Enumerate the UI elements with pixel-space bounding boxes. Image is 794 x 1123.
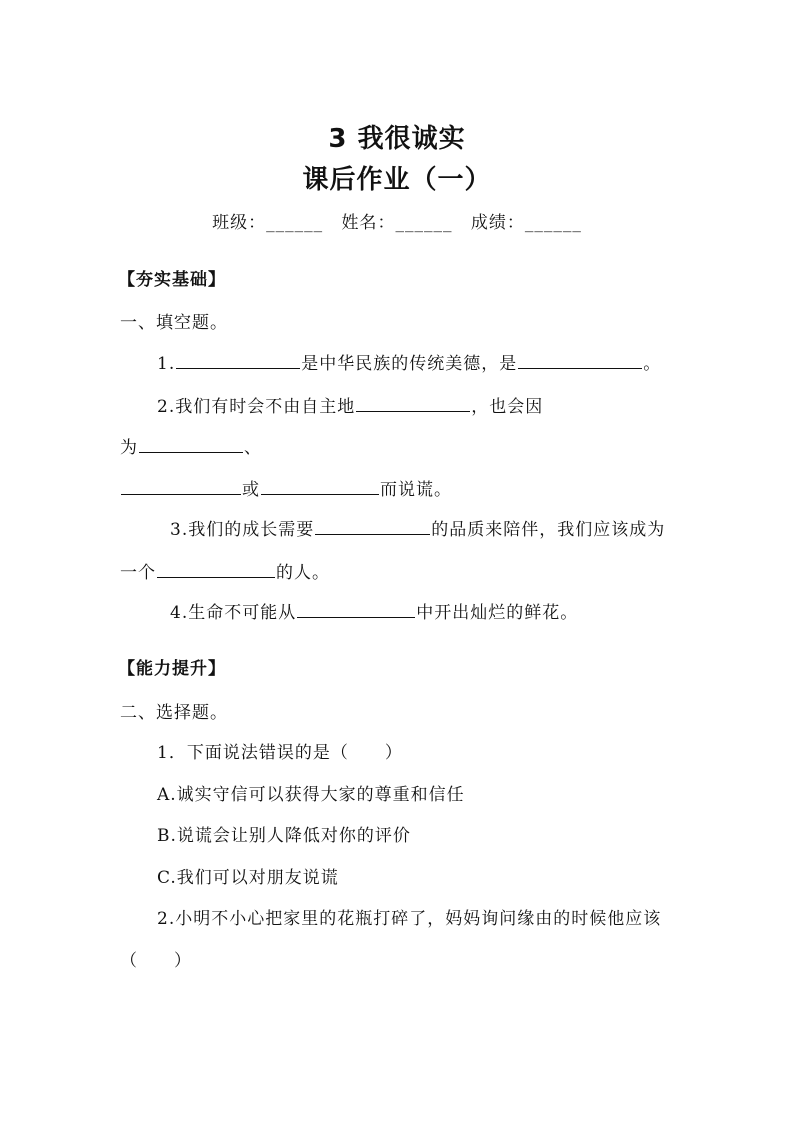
answer-blank bbox=[139, 435, 243, 453]
student-info-row bbox=[0, 211, 794, 235]
answer-blank bbox=[176, 351, 300, 369]
answer-blank bbox=[261, 477, 379, 495]
answer-blank bbox=[356, 394, 470, 412]
question-choice-1: 1．下面说法错误的是（ ） bbox=[157, 743, 403, 763]
option-b: B.说谎会让别人降低对你的评价 bbox=[157, 826, 411, 846]
answer-blank bbox=[157, 560, 275, 578]
question-choice-2-line1: 2.小明不小心把家里的花瓶打碎了，妈妈询问缘由的时候他应该 bbox=[157, 909, 662, 929]
question-3-fill-line2 bbox=[120, 560, 330, 585]
class-label: 班级： bbox=[212, 213, 267, 233]
name-field bbox=[342, 213, 453, 233]
q3-text-a: 3.我们的成长需要 bbox=[170, 520, 315, 540]
part-multiple-choice: 二、选择题。 bbox=[120, 703, 228, 723]
q4-text-b: 中开出灿烂的鲜花。 bbox=[416, 603, 579, 623]
q2-text-c: 为 bbox=[120, 438, 138, 458]
q3-text-d: 的人。 bbox=[276, 563, 330, 583]
part-fill-in-blank: 一、填空题。 bbox=[120, 313, 228, 333]
q1-number: 1. bbox=[157, 354, 176, 374]
class-blank: ______ bbox=[266, 213, 324, 233]
q4-text-a: 4.生命不可能从 bbox=[170, 603, 297, 623]
q1-text: 是中华民族的传统美德，是 bbox=[301, 354, 518, 374]
page-title: 3 我很诚实 bbox=[328, 124, 466, 154]
answer-blank bbox=[315, 517, 430, 535]
name-blank: ______ bbox=[395, 213, 453, 233]
question-4-fill bbox=[170, 600, 578, 625]
question-2-fill-line2 bbox=[120, 435, 262, 460]
q2-text-a: 2.我们有时会不由自主地 bbox=[157, 397, 356, 417]
q3-text-b: 的品质来陪伴，我们应该成为 bbox=[431, 520, 666, 540]
answer-blank bbox=[518, 351, 642, 369]
q2-text-d: 、 bbox=[244, 438, 262, 458]
answer-blank bbox=[121, 477, 241, 495]
section-heading-basics: 【夯实基础】 bbox=[118, 270, 226, 290]
page-subtitle: 课后作业（一） bbox=[302, 165, 492, 195]
question-2-fill-line1 bbox=[157, 394, 543, 419]
option-c: C.我们可以对朋友说谎 bbox=[157, 868, 339, 888]
q2-text-b: ，也会因 bbox=[471, 397, 544, 417]
score-field bbox=[471, 213, 582, 233]
q2-text-e: 或 bbox=[242, 480, 260, 500]
section-heading-improvement: 【能力提升】 bbox=[118, 659, 226, 679]
question-choice-2-line2: （ ） bbox=[120, 951, 192, 971]
q2-text-f: 而说谎。 bbox=[380, 480, 452, 500]
score-label: 成绩： bbox=[470, 213, 525, 233]
q1-end: 。 bbox=[643, 354, 662, 374]
question-3-fill-line1 bbox=[170, 517, 665, 542]
score-blank: ______ bbox=[524, 213, 582, 233]
option-a: A.诚实守信可以获得大家的尊重和信任 bbox=[157, 785, 465, 805]
class-field bbox=[212, 213, 323, 233]
name-label: 姓名： bbox=[341, 213, 396, 233]
question-2-fill-line3 bbox=[120, 477, 452, 502]
answer-blank bbox=[297, 600, 415, 618]
q3-text-c: 一个 bbox=[120, 563, 156, 583]
question-1-fill bbox=[157, 351, 661, 376]
